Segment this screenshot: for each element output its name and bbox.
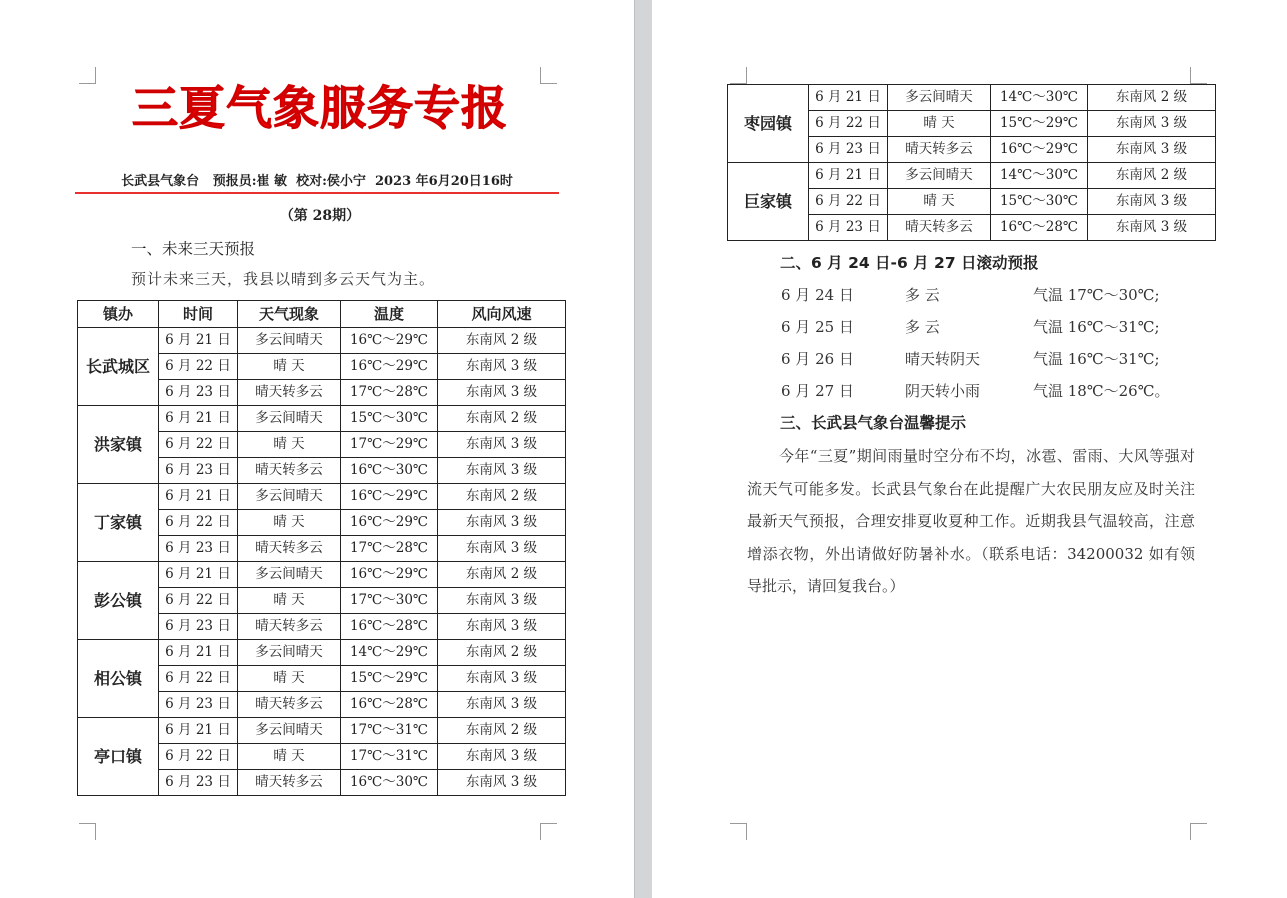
wind-cell: 东南风 3 级 (438, 744, 566, 770)
crop-mark (1190, 823, 1207, 840)
date-cell: 6 月 22 日 (809, 189, 888, 215)
rolling-date: 6 月 24 日 (781, 286, 854, 304)
temperature-cell: 16℃～29℃ (341, 510, 438, 536)
section-2-heading: 二、6 月 24 日-6 月 27 日滚动预报 (780, 254, 1039, 272)
proofreader: 校对:侯小宁 (296, 174, 366, 189)
date-cell: 6 月 23 日 (159, 770, 238, 796)
date-cell: 6 月 23 日 (159, 614, 238, 640)
crop-mark (540, 823, 557, 840)
rolling-temp: 气温 17℃～30℃; (1033, 286, 1160, 304)
table-row (78, 328, 566, 354)
section-3-heading: 三、长武县气象台温馨提示 (780, 414, 967, 432)
weather-cell: 多云间晴天 (238, 484, 341, 510)
weather-cell: 晴天转多云 (238, 692, 341, 718)
wind-cell: 东南风 2 级 (1088, 85, 1216, 111)
rolling-date: 6 月 26 日 (781, 350, 854, 368)
temperature-cell: 17℃～31℃ (341, 718, 438, 744)
date-cell: 6 月 23 日 (159, 536, 238, 562)
rolling-weather: 晴天转阴天 (905, 350, 981, 368)
wind-cell: 东南风 3 级 (438, 692, 566, 718)
warm-tip-text: 今年“三夏”期间雨量时空分布不均，冰雹、雷雨、大风等强对流天气可能多发。长武县气象台在此提醒广大农民朋友应及时关注最新天气预报，合理安排夏收夏种工作。近期我县气温较高，注意增添衣物，外出请做好防暑补水。（联系电话：34200032 如有领导批示，请回复我台。） (747, 447, 1195, 595)
temperature-cell: 16℃～28℃ (341, 614, 438, 640)
wind-cell: 东南风 3 级 (438, 458, 566, 484)
temperature-cell: 15℃～29℃ (341, 666, 438, 692)
weather-cell: 晴天转多云 (888, 215, 991, 241)
weather-cell: 多云间晴天 (238, 718, 341, 744)
table-row (78, 406, 566, 432)
crop-mark (1190, 67, 1207, 84)
forecast-table-continued (727, 84, 1216, 241)
weather-cell: 晴 天 (238, 354, 341, 380)
weather-cell: 晴天转多云 (238, 380, 341, 406)
date-cell: 6 月 23 日 (159, 692, 238, 718)
date-cell: 6 月 21 日 (809, 85, 888, 111)
wind-cell: 东南风 3 级 (438, 510, 566, 536)
weather-cell: 多云间晴天 (238, 406, 341, 432)
town-name-cell: 洪家镇 (78, 406, 159, 484)
wind-cell: 东南风 3 级 (1088, 215, 1216, 241)
forecaster: 预报员:崔 敏 (212, 174, 288, 189)
weather-cell: 晴 天 (888, 189, 991, 215)
wind-cell: 东南风 3 级 (438, 432, 566, 458)
section-1-heading: 一、未来三天预报 (131, 240, 256, 258)
weather-cell: 晴 天 (238, 588, 341, 614)
wind-cell: 东南风 3 级 (438, 770, 566, 796)
wind-cell: 东南风 3 级 (438, 614, 566, 640)
wind-cell: 东南风 2 级 (438, 328, 566, 354)
temperature-cell: 16℃～28℃ (341, 692, 438, 718)
temperature-cell: 16℃～29℃ (341, 562, 438, 588)
temperature-cell: 17℃～31℃ (341, 744, 438, 770)
town-name-cell: 丁家镇 (78, 484, 159, 562)
rolling-temp: 气温 16℃～31℃; (1033, 318, 1160, 336)
weather-cell: 晴天转多云 (238, 536, 341, 562)
table-row (728, 85, 1216, 111)
town-name-cell: 长武城区 (78, 328, 159, 406)
temperature-cell: 15℃～30℃ (991, 189, 1088, 215)
date-cell: 6 月 22 日 (809, 111, 888, 137)
temperature-cell: 15℃～29℃ (991, 111, 1088, 137)
column-header: 镇办 (78, 301, 159, 328)
temperature-cell: 14℃～30℃ (991, 85, 1088, 111)
wind-cell: 东南风 3 级 (438, 354, 566, 380)
issue-time: 2023 年6月20日16时 (374, 174, 513, 189)
temperature-cell: 16℃～29℃ (341, 354, 438, 380)
weather-cell: 晴 天 (238, 432, 341, 458)
date-cell: 6 月 22 日 (159, 354, 238, 380)
date-cell: 6 月 23 日 (809, 137, 888, 163)
temperature-cell: 16℃～28℃ (991, 215, 1088, 241)
town-name-cell: 彭公镇 (78, 562, 159, 640)
town-name-cell: 相公镇 (78, 640, 159, 718)
rolling-weather: 阴天转小雨 (905, 382, 981, 400)
rolling-weather: 多 云 (905, 286, 940, 304)
date-cell: 6 月 21 日 (159, 328, 238, 354)
wind-cell: 东南风 2 级 (438, 406, 566, 432)
temperature-cell: 14℃～30℃ (991, 163, 1088, 189)
rolling-date: 6 月 27 日 (781, 382, 854, 400)
temperature-cell: 16℃～29℃ (341, 328, 438, 354)
crop-mark (79, 823, 96, 840)
temperature-cell: 16℃～29℃ (991, 137, 1088, 163)
weather-cell: 晴 天 (238, 744, 341, 770)
wind-cell: 东南风 3 级 (438, 666, 566, 692)
temperature-cell: 16℃～30℃ (341, 770, 438, 796)
wind-cell: 东南风 2 级 (438, 562, 566, 588)
rolling-temp: 气温 18℃～26℃。 (1033, 382, 1170, 400)
column-header: 天气现象 (238, 301, 341, 328)
date-cell: 6 月 22 日 (159, 588, 238, 614)
date-cell: 6 月 22 日 (159, 744, 238, 770)
temperature-cell: 16℃～29℃ (341, 484, 438, 510)
date-cell: 6 月 22 日 (159, 432, 238, 458)
weather-cell: 晴 天 (238, 510, 341, 536)
page-gutter (634, 0, 652, 898)
red-divider (75, 192, 559, 194)
town-name-cell: 枣园镇 (728, 85, 809, 163)
table-header-row (78, 301, 566, 328)
date-cell: 6 月 23 日 (159, 380, 238, 406)
table-row (78, 718, 566, 744)
table-row (78, 484, 566, 510)
weather-cell: 多云间晴天 (238, 562, 341, 588)
rolling-temp: 气温 16℃～31℃; (1033, 350, 1160, 368)
temperature-cell: 17℃～29℃ (341, 432, 438, 458)
table-row (728, 163, 1216, 189)
wind-cell: 东南风 3 级 (438, 380, 566, 406)
rolling-date: 6 月 25 日 (781, 318, 854, 336)
date-cell: 6 月 21 日 (159, 640, 238, 666)
date-cell: 6 月 21 日 (159, 406, 238, 432)
temperature-cell: 17℃～30℃ (341, 588, 438, 614)
date-cell: 6 月 21 日 (159, 718, 238, 744)
report-header-line (75, 172, 559, 192)
weather-cell: 晴天转多云 (888, 137, 991, 163)
date-cell: 6 月 22 日 (159, 510, 238, 536)
temperature-cell: 16℃～30℃ (341, 458, 438, 484)
town-name-cell: 亭口镇 (78, 718, 159, 796)
crop-mark (730, 823, 747, 840)
column-header: 温度 (341, 301, 438, 328)
forecast-table (77, 300, 566, 796)
temperature-cell: 14℃～29℃ (341, 640, 438, 666)
wind-cell: 东南风 3 级 (438, 536, 566, 562)
temperature-cell: 17℃～28℃ (341, 536, 438, 562)
weather-cell: 多云间晴天 (238, 328, 341, 354)
temperature-cell: 17℃～28℃ (341, 380, 438, 406)
weather-cell: 晴 天 (888, 111, 991, 137)
weather-cell: 晴天转多云 (238, 770, 341, 796)
wind-cell: 东南风 3 级 (1088, 111, 1216, 137)
wind-cell: 东南风 2 级 (1088, 163, 1216, 189)
date-cell: 6 月 23 日 (809, 215, 888, 241)
weather-cell: 晴天转多云 (238, 458, 341, 484)
weather-cell: 多云间晴天 (238, 640, 341, 666)
wind-cell: 东南风 3 级 (1088, 137, 1216, 163)
wind-cell: 东南风 2 级 (438, 640, 566, 666)
wind-cell: 东南风 3 级 (1088, 189, 1216, 215)
issuer: 长武县气象台 (121, 174, 200, 189)
date-cell: 6 月 21 日 (159, 484, 238, 510)
column-header: 风向风速 (438, 301, 566, 328)
column-header: 时间 (159, 301, 238, 328)
wind-cell: 东南风 3 级 (438, 588, 566, 614)
temperature-cell: 15℃～30℃ (341, 406, 438, 432)
crop-mark (730, 67, 747, 84)
table-row (78, 562, 566, 588)
section-1-summary: 预计未来三天，我县以晴到多云天气为主。 (131, 270, 436, 288)
issue-number: （第 28期） (279, 208, 361, 224)
weather-cell: 多云间晴天 (888, 163, 991, 189)
date-cell: 6 月 21 日 (159, 562, 238, 588)
date-cell: 6 月 23 日 (159, 458, 238, 484)
report-title: 三夏气象服务专报 (132, 81, 508, 135)
wind-cell: 东南风 2 级 (438, 718, 566, 744)
weather-cell: 晴 天 (238, 666, 341, 692)
table-row (78, 640, 566, 666)
town-name-cell: 巨家镇 (728, 163, 809, 241)
weather-cell: 多云间晴天 (888, 85, 991, 111)
date-cell: 6 月 21 日 (809, 163, 888, 189)
date-cell: 6 月 22 日 (159, 666, 238, 692)
rolling-weather: 多 云 (905, 318, 940, 336)
wind-cell: 东南风 2 级 (438, 484, 566, 510)
weather-cell: 晴天转多云 (238, 614, 341, 640)
